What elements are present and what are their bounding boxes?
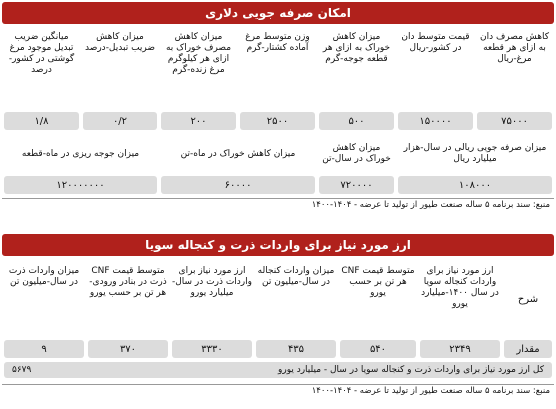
header-feed-saving-rial: کاهش مصرف دان به ازای هر قطعه مرغ-ریال [479,32,549,64]
total-value: ۵۶۷۹ [12,365,32,375]
value-cell: ۵۰۰ [319,112,394,130]
section1-header-row-2 [2,134,554,174]
value-cell: ۷۵۰۰۰ [477,112,552,130]
header-conversion-reduction: میزان کاهش ضریب تبدیل-درصد [84,32,156,53]
total-label: کل ارز مورد نیاز برای واردات ذرت و کنجاله سویا در سال - میلیارد یورو [278,365,544,375]
header-avg-weight: وزن متوسط مرغ آماده کشتار-گرم [245,32,310,53]
section-foreign-savings [2,2,554,212]
value-cell: ۹ [4,340,84,358]
header-monthly-feed-reduction: میزان کاهش خوراک در ماه-تن [180,148,296,159]
value-cell: ۷۲۰۰۰۰ [319,176,394,194]
header-annual-rial-saving: میزان صرفه جویی ریالی در سال-هزار میلیارد ریال [403,143,547,164]
value-cell: ۱۲۰۰۰۰۰۰۰ [4,176,157,194]
value-cell: ۱/۸ [4,112,79,130]
value-cell: ۲۵۰۰ [240,112,315,130]
value-cell: ۳۷۰ [88,340,168,358]
section1-header-row [2,26,554,110]
value-cell: ۴۳۵ [256,340,336,358]
header-annual-feed-reduction: میزان کاهش خوراک در سال-تن [322,143,391,164]
value-cell: ۰/۲ [83,112,157,130]
header-feed-reduction-per-kg: میزان کاهش مصرف خوراک به ازای هر کیلوگرم مرغ زنده-گرم [165,32,232,75]
value-cell: ۶۰۰۰۰ [161,176,315,194]
value-cell: ۲۰۰ [161,112,236,130]
section1-source: منبع: سند برنامه ۵ ساله صنعت طیور از تولید تا عرضه - ۱۴۰۴-۱۴۰۰ [2,198,554,212]
header-meal-price: متوسط قیمت CNF هر تن بر حسب یورو [341,266,415,298]
header-meal-currency: ارز مورد نیاز برای واردات کنجاله سویا در سال ۱۴۰۰-میلیارد یورو [421,266,499,309]
value-cell: ۵۴۰ [340,340,416,358]
value-cell: ۱۰۸۰۰۰ [398,176,552,194]
total-row [4,362,552,378]
row-label-value: مقدار [504,340,552,358]
header-meal-import: میزان واردات کنجاله در سال-میلیون تن [257,266,335,287]
section2-header-row [2,260,554,338]
value-cell: ۲۳۴۹ [420,340,500,358]
header-avg-feed-price: قیمت متوسط دان در کشور-ریال [401,32,470,53]
section1-value-row [2,112,554,130]
header-monthly-chick-placement: میزان جوجه ریزی در ماه-قطعه [21,148,140,159]
section1-title: امکان صرفه جویی دلاری [2,2,554,24]
value-cell: ۳۳۳۰ [172,340,252,358]
value-cell: ۱۵۰۰۰۰ [398,112,473,130]
header-avg-conversion: میانگین ضریب تبدیل موجود مرغ گوشتی در کشور-درصد [8,32,75,75]
row-label-header: شرح [517,293,539,305]
header-corn-currency: ارز مورد نیاز برای واردات ذرت در سال-میلیارد یورو [171,266,252,298]
header-corn-price: متوسط قیمت CNF ذرت در بنادر ورودی-هر تن بر حسب یورو [89,266,167,298]
header-feed-reduction-per-chick: میزان کاهش خوراک به ازای هر قطعه جوجه-گرم [322,32,391,64]
section2-source: منبع: سند برنامه ۵ ساله صنعت طیور از تولید تا عرضه - ۱۴۰۴-۱۴۰۰ [2,384,554,398]
section1-value-row-2 [2,176,554,194]
section-import-currency [2,234,554,398]
header-corn-import: میزان واردات ذرت در سال-میلیون تن [8,266,80,287]
section2-value-row [2,340,554,358]
section2-title: ارز مورد نیاز برای واردات ذرت و کنجاله سویا [2,234,554,256]
